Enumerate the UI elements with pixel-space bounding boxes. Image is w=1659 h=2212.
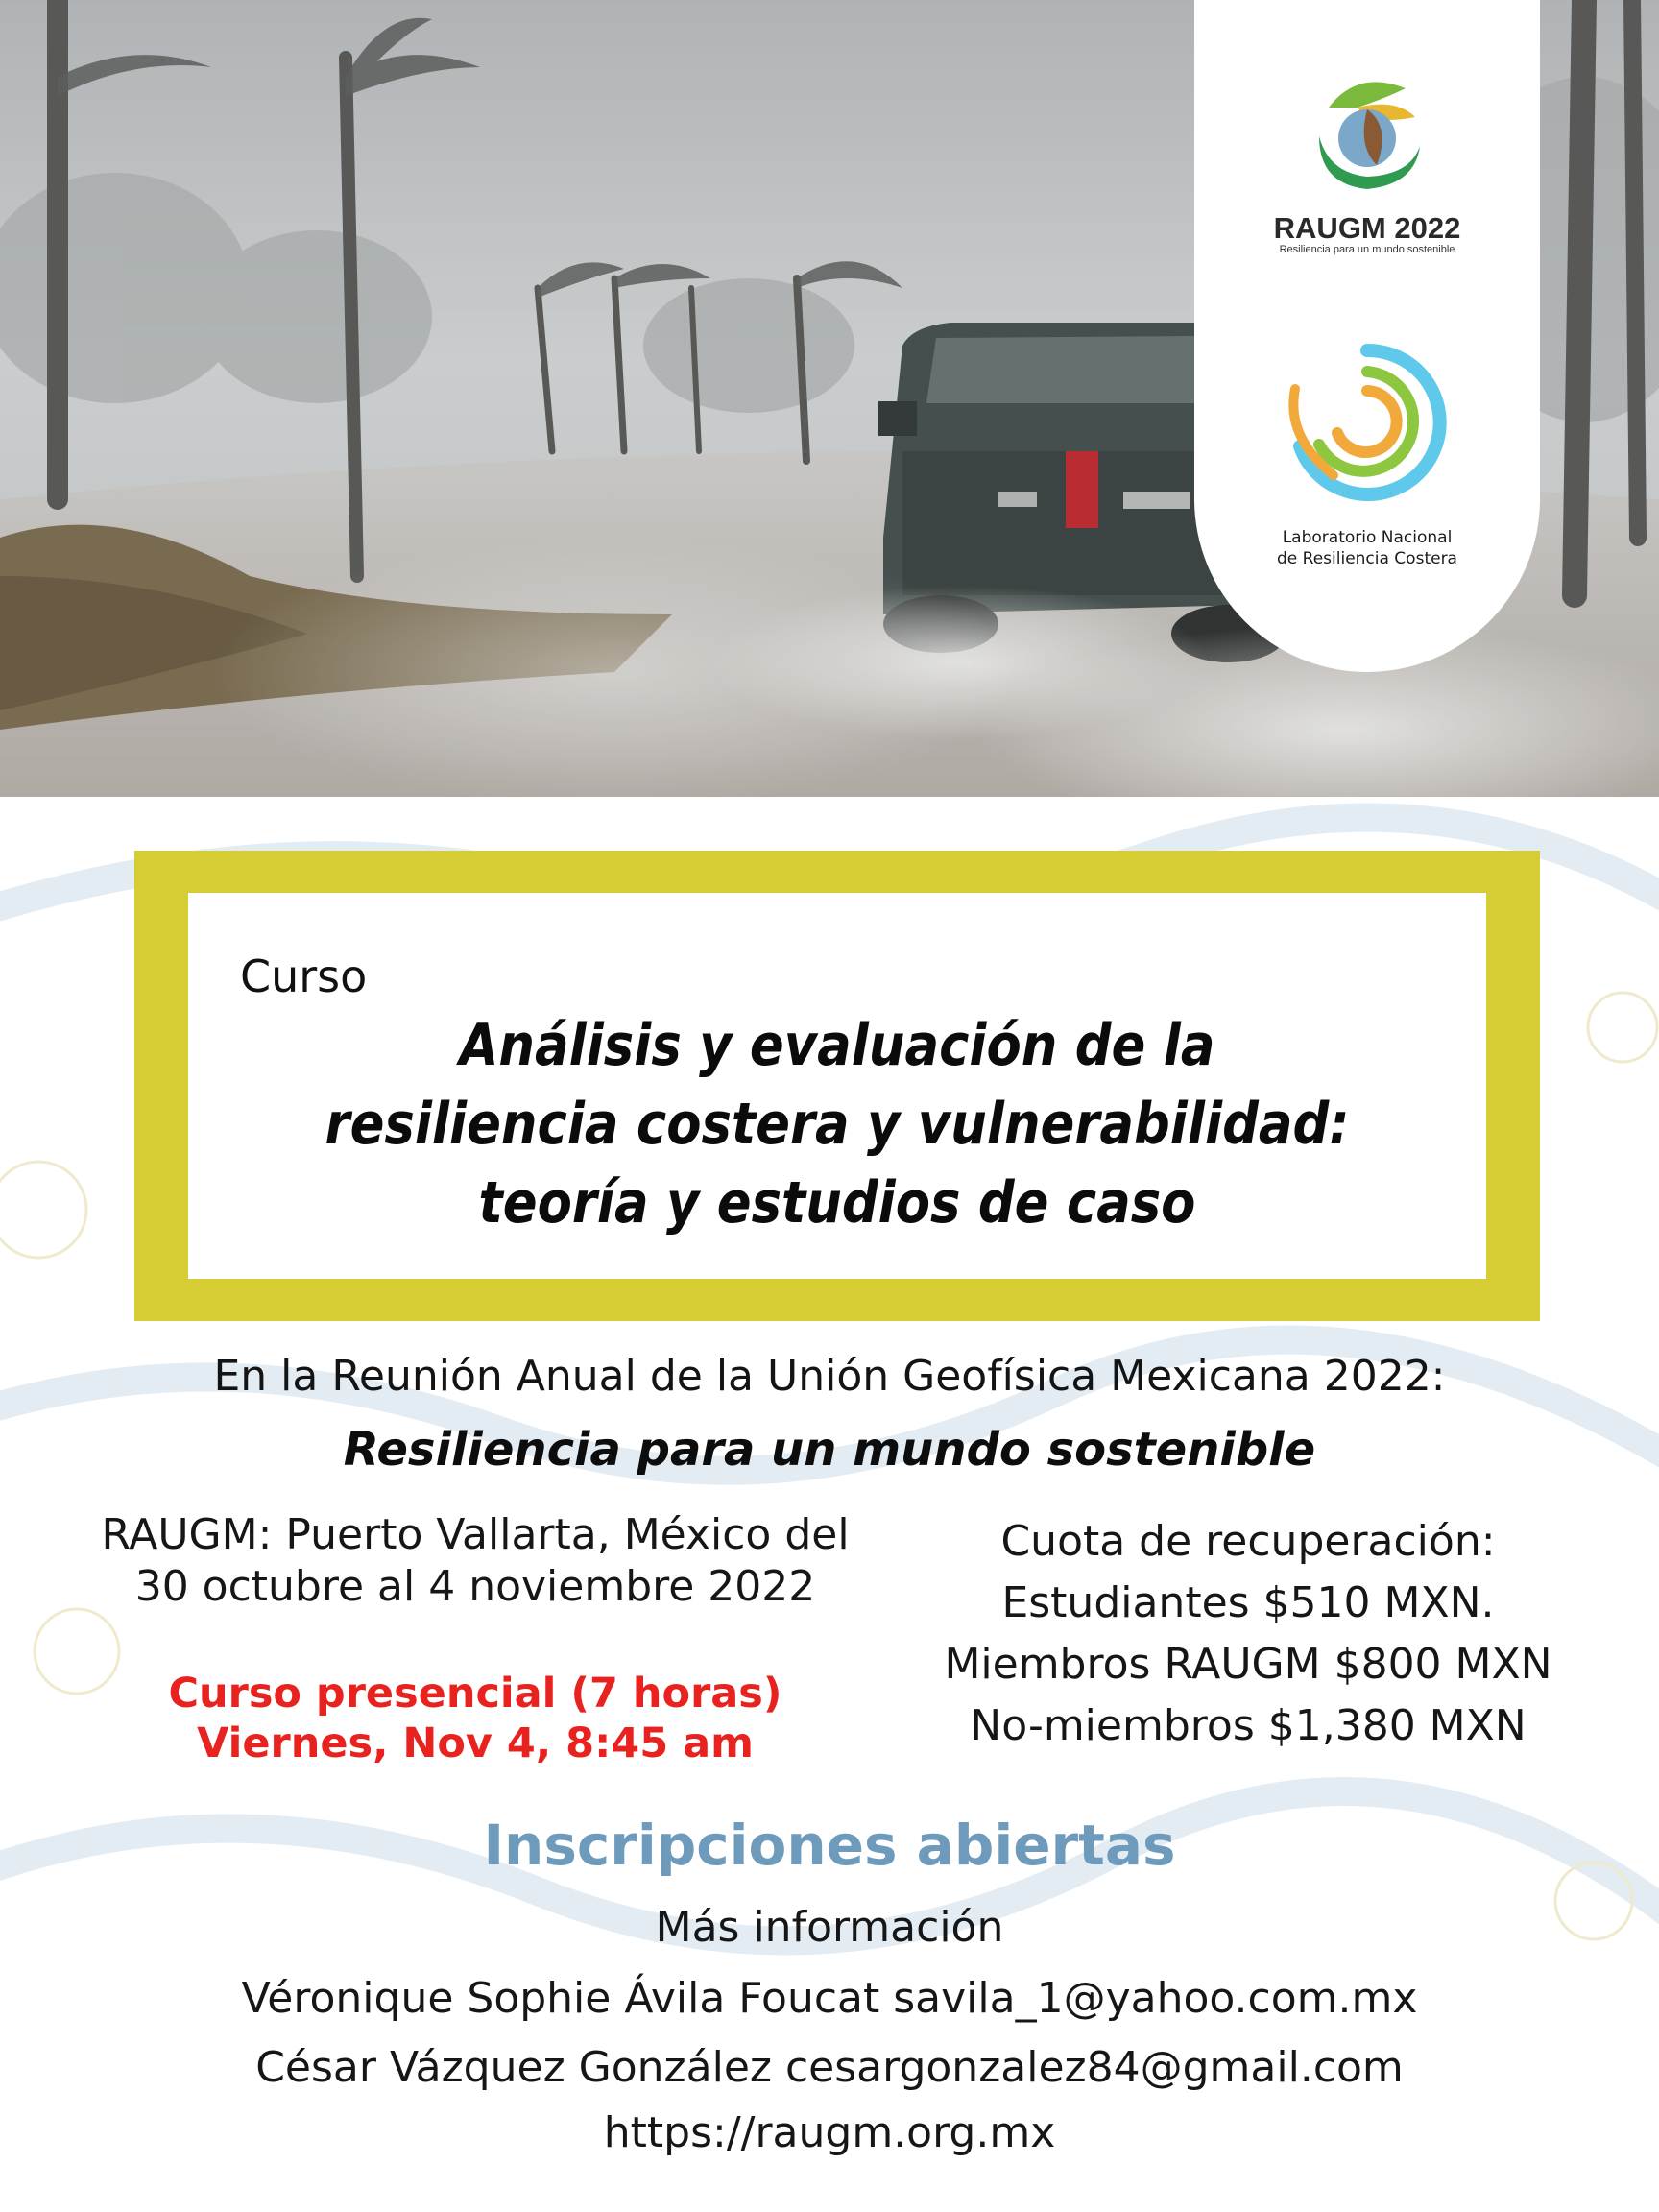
contact-cesar[interactable]: César Vázquez González cesargonzalez84@gmail.com bbox=[255, 2043, 1404, 2092]
location-line: 30 octubre al 4 noviembre 2022 bbox=[134, 1562, 816, 1611]
lab-logo-icon bbox=[1276, 331, 1458, 514]
raugm-logo-subtitle: Resiliencia para un mundo sostenible bbox=[1279, 244, 1455, 255]
lab-logo-line1: Laboratorio Nacional bbox=[1282, 528, 1453, 547]
contact-veronique[interactable]: Véronique Sophie Ávila Foucat savila_1@yahoo.com.mx bbox=[241, 1974, 1418, 2023]
fee-non-members: No-miembros $1,380 MXN bbox=[970, 1701, 1527, 1750]
fees-heading: Cuota de recuperación: bbox=[1000, 1517, 1496, 1566]
raugm-logo-title: RAUGM 2022 bbox=[1273, 211, 1461, 245]
modality-line: Curso presencial (7 horas) bbox=[168, 1670, 782, 1718]
more-info-label: Más información bbox=[655, 1903, 1004, 1952]
website-link[interactable]: https://raugm.org.mx bbox=[603, 2108, 1056, 2157]
location-line: RAUGM: Puerto Vallarta, México del bbox=[101, 1510, 850, 1559]
course-title-line: resiliencia costera y vulnerabilidad: bbox=[325, 1091, 1350, 1158]
course-title-frame bbox=[134, 851, 1540, 1321]
fees-info bbox=[883, 1511, 1613, 1757]
logo-panel bbox=[1194, 0, 1540, 672]
event-name: En la Reunión Anual de la Unión Geofísica Mexicana 2022: bbox=[213, 1352, 1446, 1401]
course-modality bbox=[58, 1669, 893, 1768]
course-title-box bbox=[188, 893, 1486, 1279]
fee-members: Miembros RAUGM $800 MXN bbox=[944, 1640, 1552, 1689]
course-title-line: Análisis y evaluación de la bbox=[459, 1012, 1215, 1079]
lab-logo-line2: de Resiliencia Costera bbox=[1277, 549, 1457, 568]
course-title bbox=[266, 1006, 1408, 1242]
fee-students: Estudiantes $510 MXN. bbox=[1001, 1578, 1495, 1627]
location-info bbox=[58, 1509, 893, 1613]
registration-heading: Inscripciones abiertas bbox=[483, 1813, 1176, 1878]
event-motto: Resiliencia para un mundo sostenible bbox=[343, 1423, 1316, 1477]
course-title-line: teoría y estudios de caso bbox=[478, 1169, 1196, 1237]
raugm-logo-icon bbox=[1300, 69, 1434, 204]
course-label: Curso bbox=[240, 950, 368, 1002]
schedule-line: Viernes, Nov 4, 8:45 am bbox=[197, 1719, 754, 1767]
